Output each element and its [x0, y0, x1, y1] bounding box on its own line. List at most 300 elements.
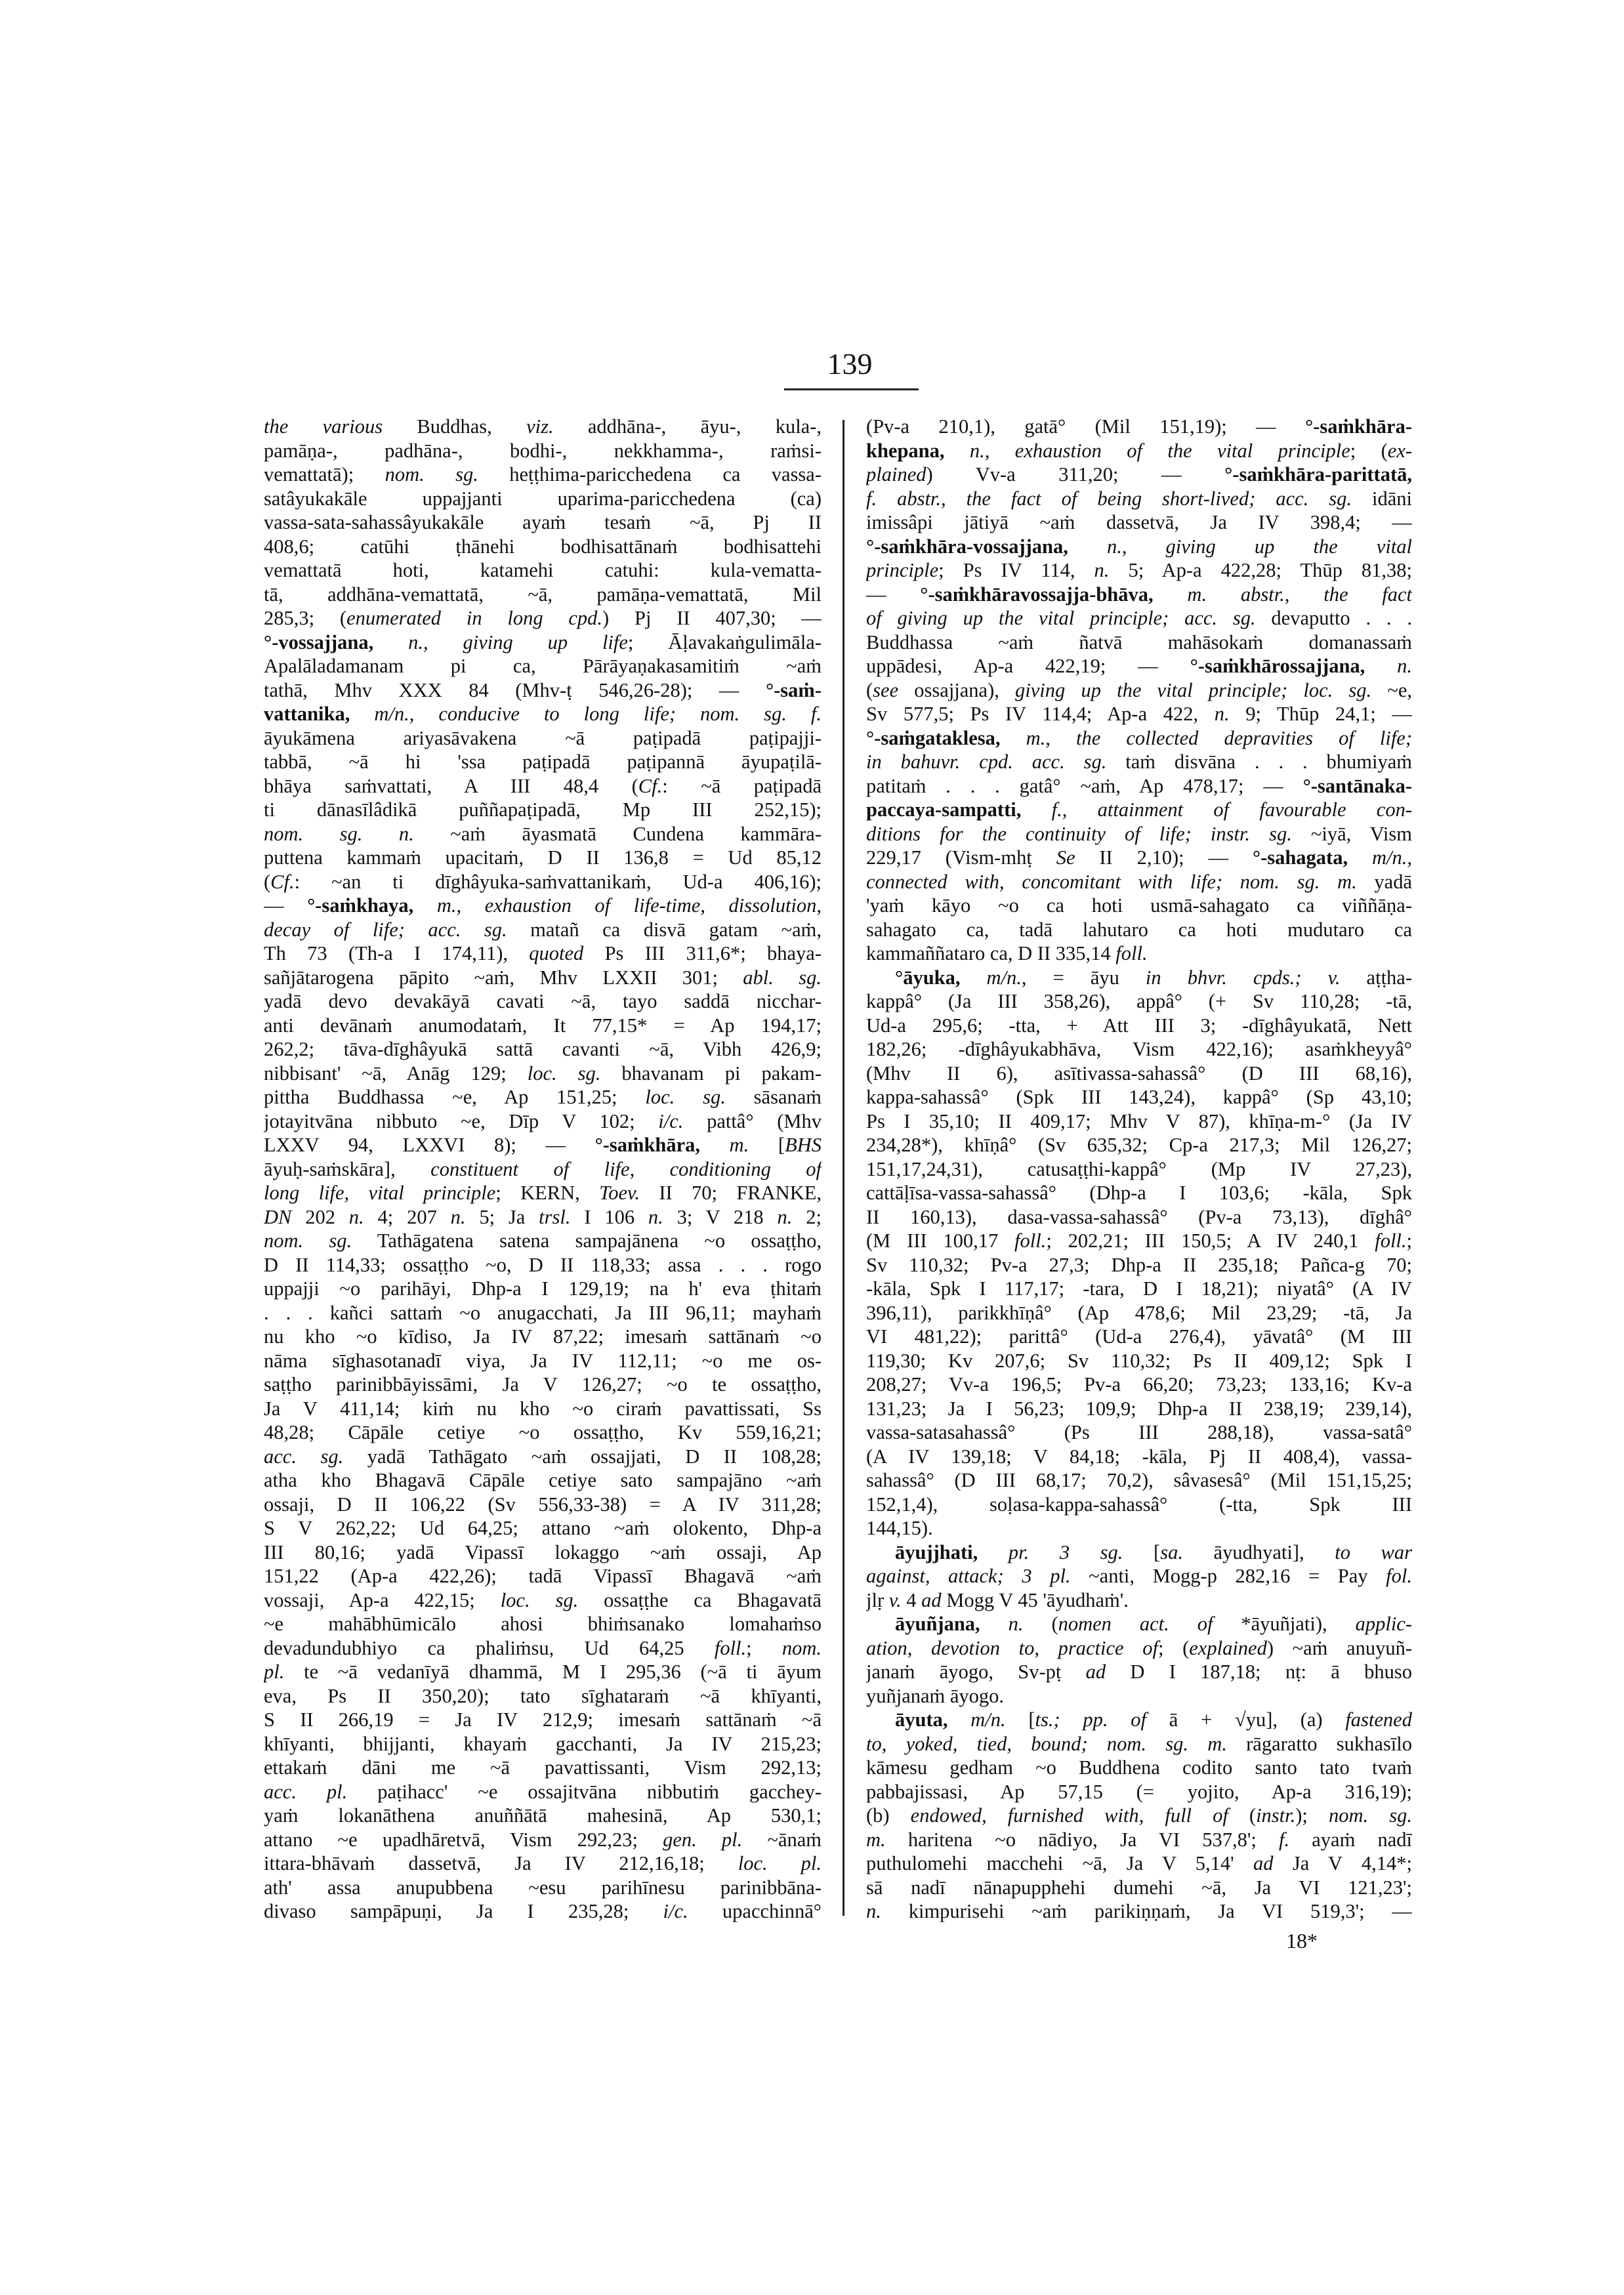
italic-gloss: v. — [888, 1588, 902, 1611]
text-line — [866, 558, 1412, 583]
text-run: pabbajissasi, Ap 57,15 (= yojito, Ap-a 316,19); — [866, 1780, 1412, 1803]
text-line — [264, 1037, 822, 1062]
text-line — [264, 1157, 822, 1182]
text-run: pamāṇa-, padhāna-, bodhi-, nekkhamma-, raṁsi- — [264, 439, 822, 462]
italic-gloss: nom. sg. — [1328, 1804, 1412, 1827]
text-line — [866, 1588, 1412, 1613]
text-run: ~ānaṁ — [742, 1828, 822, 1851]
text-run: III 80,16; yadā Vipassī lokaggo ~aṁ ossaji, Ap — [264, 1540, 822, 1563]
text-run: atha kho Bhagavā Cāpāle cetiye sato sampajāno ~aṁ — [264, 1469, 822, 1491]
italic-gloss: loc. sg. — [527, 1062, 601, 1085]
text-run: vassa-sata-sahassâyukakāle ayaṁ tesaṁ ~ā, Pj II — [264, 511, 822, 533]
italic-gloss: acc. sg. — [264, 1445, 344, 1468]
italic-gloss: n. — [866, 1900, 881, 1922]
text-line — [866, 1253, 1412, 1277]
italic-gloss: acc. pl. — [264, 1780, 348, 1803]
text-line — [866, 918, 1412, 942]
text-run: VI 481,22); parittâ° (Ud-a 276,4), yāvatâ° (M III — [866, 1325, 1412, 1348]
italic-gloss: foll. — [1375, 1230, 1407, 1252]
text-line — [866, 439, 1412, 463]
italic-gloss: constituent of life, conditioning of — [430, 1157, 822, 1180]
text-run: S V 262,22; Ud 64,25; attano ~aṁ olokento, Dhp-a — [264, 1517, 822, 1539]
text-run: Sv 110,32; Pv-a 27,3; Dhp-a II 235,18; Pañca-g 70; — [866, 1253, 1412, 1276]
italic-gloss: foll. — [1014, 1230, 1047, 1252]
italic-gloss: m/n. — [970, 1708, 1006, 1731]
text-run: ; ( — [1350, 439, 1388, 462]
italic-gloss: foll. — [1115, 942, 1148, 964]
text-line — [264, 941, 822, 966]
text-run: heṭṭhima-paricchedena ca vassa- — [478, 463, 822, 486]
italic-gloss: loc. sg. — [500, 1588, 579, 1611]
text-line — [264, 1851, 822, 1876]
italic-gloss: to, yoked, tied, bound; nom. sg. m. — [866, 1732, 1227, 1755]
text-run: 5; Ja — [465, 1205, 539, 1228]
text-run: eva, Ps II 350,20); tato sīghataraṁ ~ā khīyanti, — [264, 1684, 822, 1707]
text-run: ; — [746, 1636, 782, 1659]
text-run: sāsanaṁ — [725, 1086, 822, 1108]
text-line — [264, 654, 822, 678]
italic-gloss: n., giving up the vital — [1106, 535, 1412, 558]
text-line — [264, 1804, 822, 1828]
italic-gloss: m. — [866, 1828, 886, 1851]
text-line — [866, 822, 1412, 846]
italic-gloss: see — [873, 678, 899, 701]
page-number: 139 — [827, 347, 873, 381]
italic-gloss: loc. sg. — [645, 1086, 726, 1108]
text-line — [264, 1660, 822, 1684]
italic-gloss: Cf. — [638, 774, 663, 797]
text-run: imissâpi jātiyā ~aṁ dassetvā, Ja IV 398,4; — — [866, 511, 1412, 533]
text-run: matañ ca disvā gatam ~aṁ, — [507, 918, 822, 941]
text-line — [264, 918, 822, 942]
italic-gloss: f. — [1279, 1828, 1290, 1851]
text-run: tā, addhāna-vemattatā, ~ā, pamāṇa-vemattatā, Mil — [264, 583, 822, 606]
text-run: 5; Ap-a 422,28; Thūp 81,38; — [1109, 559, 1412, 581]
text-line — [866, 631, 1412, 655]
text-line — [866, 654, 1412, 678]
text-run: sahagato ca, tadā lahutaro ca hoti mudutaro ca — [866, 918, 1412, 941]
text-run: ossajjana), — [898, 678, 1016, 701]
text-run: paṭihacc' ~e ossajitvāna nibbutiṁ gacchey- — [347, 1780, 822, 1803]
text-run: ; ( — [1157, 1636, 1190, 1659]
text-line — [264, 774, 822, 798]
text-run: āyukāmena ariyasāvakena ~ā paṭipadā paṭipajji- — [264, 726, 822, 749]
italic-gloss: n. — [1008, 1613, 1024, 1635]
text-run: 262,2; tāva-dīghâyukā sattā cavanti ~ā, Vibh 426,9; — [264, 1038, 822, 1060]
text-line — [264, 463, 822, 487]
text-line — [866, 1373, 1412, 1397]
italic-gloss: Cf. — [270, 870, 295, 893]
entry-first-line — [866, 1540, 1412, 1565]
text-run: devaputto . . . — [1255, 607, 1412, 629]
text-run: I 106 — [570, 1205, 648, 1228]
text-line — [866, 1397, 1412, 1421]
text-run: 3; V 218 — [663, 1205, 778, 1228]
text-run: pittha Buddhassa ~e, Ap 151,25; — [264, 1086, 646, 1108]
italic-gloss: viz. — [526, 415, 554, 438]
text-run: 396,11), parikkhīṇâ° (Ap 478,6; Mil 23,29; -tā, Ja — [866, 1301, 1412, 1324]
text-run: ; 202,21; III 150,5; A IV 240,1 — [1046, 1230, 1375, 1252]
text-run: : ~ā paṭipadā — [662, 774, 822, 797]
text-line — [866, 1133, 1412, 1157]
text-run: D II 114,33; ossaṭṭho ~o, D II 118,33; assa . . . rogo — [264, 1253, 822, 1276]
text-run: saṭṭho parinibbāyissāmi, Ja V 126,27; ~o te ossaṭṭho, — [264, 1373, 822, 1396]
italic-gloss: i/c. — [663, 1900, 688, 1922]
text-line — [264, 1445, 822, 1469]
text-line — [866, 1325, 1412, 1349]
italic-gloss: n., giving up life — [408, 631, 628, 653]
entry-first-line — [866, 1708, 1412, 1732]
text-run: attano ~e upadhāretvā, Vism 292,23; — [264, 1828, 663, 1851]
italic-gloss: n. — [1094, 559, 1110, 581]
text-run: anti devānaṁ anumodataṁ, It 77,15* = Ap 194,17; — [264, 1014, 822, 1037]
text-run: yadā Tathāgato ~aṁ ossajjati, D II 108,28; — [343, 1445, 822, 1468]
headword: °-saṁkhāravossajja-bhāva, — [920, 583, 1154, 606]
text-run: bhāya saṁvattati, A III 48,4 ( — [264, 774, 638, 797]
text-run: aṭṭha- — [1340, 966, 1412, 989]
text-run: ti dānasīlâdikā puññapaṭipadā, Mp III 252,15); — [264, 798, 822, 821]
text-run — [945, 440, 970, 462]
text-line — [264, 798, 822, 822]
text-line — [264, 1301, 822, 1325]
text-run: bhavanam pi pakam- — [600, 1062, 822, 1085]
text-run: ) ~aṁ anuyuñ- — [1266, 1636, 1412, 1659]
text-run: (Pv-a 210,1), gatā° (Mil 151,19); — — [866, 415, 1305, 438]
text-line — [866, 415, 1412, 439]
text-run: Ps I 35,10; II 409,17; Mhv V 87), khīṇa-m-° (Ja IV — [866, 1109, 1412, 1132]
italic-gloss: ation, devotion to, practice of — [866, 1636, 1158, 1659]
text-line — [264, 1899, 822, 1924]
text-run: 229,17 (Vism-mhṭ — [866, 846, 1056, 869]
text-line — [264, 1516, 822, 1540]
text-run: ~e, — [1371, 678, 1412, 701]
text-run: ) Vv-a 311,20; — — [926, 463, 1225, 486]
text-line — [866, 1445, 1412, 1469]
text-run: ( — [866, 678, 873, 701]
text-run: -kāla, Spk I 117,17; -tara, D I 18,21); niyatâ° (A IV — [866, 1277, 1412, 1300]
text-line — [264, 535, 822, 559]
text-run: ); — [1295, 1804, 1329, 1827]
text-run: patitaṁ . . . gatâ° ~aṁ, Ap 478,17; — — [866, 774, 1303, 797]
headword: °-vossajjana, — [264, 631, 374, 653]
italic-gloss: fastened — [1345, 1708, 1412, 1731]
text-run: vossaji, Ap-a 422,15; — [264, 1588, 501, 1611]
text-line — [866, 678, 1412, 703]
text-line — [264, 439, 822, 463]
text-run: ath' assa anupubbena ~esu parihīnesu parinibbāna- — [264, 1876, 822, 1899]
text-line — [866, 870, 1412, 894]
text-run: 208,27; Vv-a 196,5; Pv-a 66,20; 73,23; 133,16; Kv-a — [866, 1373, 1412, 1396]
text-line — [866, 510, 1412, 535]
italic-gloss: Toev. — [599, 1182, 640, 1204]
text-run: addhāna-, āyu-, kula-, — [553, 415, 822, 438]
italic-gloss: instr. — [1256, 1804, 1296, 1827]
text-run: ~e mahābhūmicālo ahosi bhiṁsanako lomahaṁso — [264, 1613, 822, 1635]
headword: °-santānaka- — [1302, 774, 1412, 797]
text-line — [264, 1756, 822, 1780]
text-run: : ~an ti dīghâyuka-saṁvattanikaṁ, Ud-a 406,16); — [294, 870, 822, 893]
text-run: ) Pj II 407,30; — — [602, 607, 822, 629]
italic-gloss: f. abstr., the fact of being short-lived; acc. sg. — [866, 487, 1352, 510]
text-run: [ — [749, 1134, 785, 1156]
italic-gloss: ad — [1253, 1852, 1274, 1874]
text-line — [264, 631, 822, 655]
italic-gloss: m/n. — [986, 966, 1022, 989]
italic-gloss: principle — [866, 559, 939, 581]
text-run — [1001, 727, 1026, 749]
text-run: ~aṁ āyasmatā Cundena kammāra- — [413, 822, 822, 845]
text-run — [1021, 798, 1051, 821]
headword: āyuta, — [895, 1708, 948, 1731]
text-run: āyudhyati], — [1182, 1540, 1335, 1563]
header-rule — [784, 388, 919, 390]
text-run: Ud-a 295,6; -tta, + Att III 3; -dīghâyukatā, Nett — [866, 1014, 1412, 1037]
text-line — [264, 1109, 822, 1134]
italic-gloss: nomen act. of — [1058, 1613, 1213, 1635]
text-line — [264, 1708, 822, 1732]
text-run: ettakaṁ dāni me ~ā pavattissanti, Vism 292,13; — [264, 1756, 822, 1779]
text-run: II 70; FRANKE, — [639, 1182, 822, 1204]
text-run: tathā, Mhv XXX 84 (Mhv-ṭ 546,26-28); — — [264, 678, 766, 701]
text-line — [866, 702, 1412, 726]
text-line — [866, 1684, 1412, 1708]
italic-gloss: m. abstr., the fact — [1187, 583, 1412, 606]
text-run: te ~ā vedanīyā dhammā, M I 295,36 (~ā ti āyum — [284, 1661, 822, 1683]
italic-gloss: nom. — [781, 1636, 822, 1659]
text-run: 'yaṁ kāyo ~o ca hoti usmā-sahagato ca viññāṇa- — [866, 894, 1412, 917]
italic-gloss: foll. — [714, 1636, 747, 1659]
text-line — [264, 1564, 822, 1588]
text-run: LXXV 94, LXXVI 8); — — [264, 1134, 595, 1156]
italic-gloss: long life, vital principle — [264, 1182, 496, 1204]
text-run: kappâ° (Ja III 358,26), appâ° (+ Sv 110,28; -tā, — [866, 990, 1412, 1012]
text-run: sā nadī nānapupphehi dumehi ~ā, Ja VI 121,23'; — [866, 1876, 1412, 1899]
text-line — [866, 941, 1412, 966]
text-run: uppajji ~o parihāyi, Dhp-a I 129,19; na h' eva ṭhitaṁ — [264, 1277, 822, 1300]
text-run — [961, 966, 987, 989]
headword: °āyuka, — [895, 966, 961, 989]
italic-gloss: DN — [264, 1205, 292, 1228]
italic-gloss: m/n., — [1372, 846, 1412, 869]
headword: °-saṁ- — [765, 678, 822, 701]
text-line — [866, 1085, 1412, 1109]
text-run: vemattatā); — [264, 463, 385, 486]
entry-first-line — [866, 1612, 1412, 1636]
text-run — [350, 703, 374, 725]
italic-gloss: ts.; pp. of — [1035, 1708, 1146, 1731]
text-run: vemattatā hoti, katamehi catuhi: kula-vematta- — [264, 559, 822, 581]
column-divider — [843, 420, 844, 1916]
text-line — [866, 1851, 1412, 1876]
text-line — [264, 1468, 822, 1493]
text-run: (Mhv II 6), asītivassa-sahassâ° (D III 68,16), — [866, 1062, 1412, 1085]
text-line — [264, 510, 822, 535]
italic-gloss: n. — [777, 1205, 793, 1228]
text-line — [866, 1899, 1412, 1924]
text-run — [1068, 535, 1107, 558]
text-line — [866, 1062, 1412, 1086]
italic-gloss: Se — [1056, 846, 1075, 869]
text-line — [264, 415, 822, 439]
italic-gloss: abl. sg. — [743, 966, 822, 989]
text-run: II 2,10); — — [1075, 846, 1253, 869]
text-line — [264, 1349, 822, 1373]
text-run: Ja V 4,14*; — [1273, 1852, 1412, 1874]
text-run: Apalāladamanam pi ca, Pārāyaṇakasamitiṁ ~aṁ — [264, 655, 822, 677]
text-run: jlṛ — [866, 1588, 889, 1611]
text-run — [948, 1708, 971, 1731]
text-line — [264, 1828, 822, 1852]
text-line — [866, 750, 1412, 774]
text-run: sahassâ° (D III 68,17; 70,2), sâvasesâ° (Mil 151,15,25; — [866, 1469, 1412, 1491]
italic-gloss: to war — [1335, 1540, 1412, 1563]
text-run — [978, 1541, 1009, 1563]
text-line — [264, 1780, 822, 1804]
text-run: vassa-satasahassâ° (Ps III 288,18), vassa-satâ° — [866, 1421, 1412, 1443]
text-run: haritena ~o nādiyo, Ja VI 537,8'; — [885, 1828, 1279, 1851]
italic-gloss: ad — [1085, 1661, 1106, 1683]
text-run: ; — [1406, 1230, 1412, 1252]
italic-gloss: trsl. — [539, 1205, 571, 1228]
italic-gloss: m. — [729, 1134, 749, 1156]
text-run: satâyukakāle uppajjanti uparima-paricchedena (ca) — [264, 487, 822, 510]
text-run — [980, 1613, 1009, 1635]
text-run: 144,15). — [866, 1517, 933, 1539]
text-line — [264, 822, 822, 846]
text-run: — — [264, 894, 308, 917]
text-run: . . . kañci sattaṁ ~o anugacchati, Ja III 96,11; mayhaṁ — [264, 1301, 822, 1324]
text-line — [264, 1229, 822, 1253]
text-line — [866, 894, 1412, 918]
text-line — [866, 1636, 1412, 1661]
text-line — [866, 1564, 1412, 1588]
text-line — [264, 1493, 822, 1517]
text-line — [264, 702, 822, 726]
text-run: (b) — [866, 1804, 911, 1827]
text-run: devadundubhiyo ca phaliṁsu, Ud 64,25 — [264, 1636, 715, 1659]
text-run: ossaji, D II 106,22 (Sv 556,33-38) = A IV 311,28; — [264, 1493, 822, 1516]
headword: °-saṁkhāra-parittatā, — [1224, 463, 1412, 486]
text-run: idāni — [1352, 487, 1412, 510]
text-run: puthulomehi macchehi ~ā, Ja V 5,14' — [866, 1852, 1253, 1874]
text-line — [866, 1493, 1412, 1517]
text-run: 182,26; -dīghâyukabhāva, Vism 422,16); asaṁkheyyâ° — [866, 1038, 1412, 1060]
text-run: 151,17,24,31), catusaṭṭhi-kappâ° (Mp IV 27,23), — [866, 1157, 1412, 1180]
italic-gloss: ex- — [1387, 439, 1412, 462]
text-line — [866, 1157, 1412, 1182]
italic-gloss: f., attainment of favourable con- — [1051, 798, 1412, 821]
text-run: ayaṁ nadī — [1289, 1828, 1412, 1851]
italic-gloss: i/c. — [658, 1109, 684, 1132]
text-line — [264, 1085, 822, 1109]
italic-gloss: against, attack; 3 pl. — [866, 1565, 1071, 1587]
text-line — [264, 1540, 822, 1565]
entry-first-line — [866, 966, 1412, 990]
text-run: (A IV 139,18; V 84,18; -kāla, Pj II 408,4), vassa- — [866, 1445, 1412, 1468]
text-line — [866, 1516, 1412, 1540]
text-line — [264, 894, 822, 918]
text-run: taṁ disvāna . . . bhumiyaṁ — [1106, 751, 1412, 773]
text-line — [264, 1133, 822, 1157]
text-run: 285,3; ( — [264, 607, 347, 629]
text-run: ~iyā, Vism — [1291, 822, 1412, 845]
italic-gloss: applic- — [1355, 1613, 1412, 1635]
italic-gloss: connected with, concomitant with life; nom. sg. m. — [866, 870, 1357, 893]
text-run: 202 — [291, 1205, 349, 1228]
text-run: jotayitvāna nibbuto ~e, Dīp V 102; — [264, 1109, 659, 1132]
italic-gloss: n. — [348, 1205, 364, 1228]
headword: āyuñjana, — [895, 1613, 980, 1635]
text-run: rāgaratto sukhasīlo — [1226, 1732, 1412, 1755]
text-run: ( — [264, 870, 271, 893]
text-line — [264, 870, 822, 894]
text-line — [866, 726, 1412, 751]
text-run: ; Āḷavakaṅgulimāla- — [627, 631, 822, 653]
headword: °-sahagata, — [1252, 846, 1348, 869]
text-line — [866, 1828, 1412, 1852]
text-line — [866, 1780, 1412, 1804]
text-run: 408,6; catūhi ṭhānehi bodhisattānaṁ bodhisattehi — [264, 535, 822, 558]
text-line — [264, 1397, 822, 1421]
text-run: 9; Thūp 24,1; — — [1229, 703, 1412, 725]
text-line — [264, 1253, 822, 1277]
italic-gloss: n. — [1397, 655, 1412, 677]
text-run: puttena kammaṁ upacitaṁ, D II 136,8 = Ud 85,12 — [264, 846, 822, 869]
text-line — [866, 606, 1412, 631]
text-line — [866, 846, 1412, 870]
headword: °-saṁkhaya, — [307, 894, 414, 917]
headword: °-saṁkhāra-vossajjana, — [866, 535, 1068, 558]
text-line — [264, 1684, 822, 1708]
italic-gloss: m., exhaustion of life-time, dissolution, — [436, 894, 822, 917]
text-run: sañjātarogena pāpito ~aṁ, Mhv LXXII 301; — [264, 966, 743, 989]
text-run: Buddhassa ~aṁ ñatvā mahāsokaṁ domanassaṁ — [866, 631, 1412, 653]
italic-gloss: ditions for the continuity of life; instr. sg. — [866, 822, 1292, 845]
text-run: *āyuñjati), — [1213, 1613, 1356, 1635]
italic-gloss: giving up the vital principle; loc. sg. — [1015, 678, 1372, 701]
headword: āyujjhati, — [895, 1540, 978, 1563]
text-line — [866, 774, 1412, 798]
headword: °-saṁkhārossajjana, — [1190, 655, 1365, 677]
text-line — [866, 1420, 1412, 1445]
italic-gloss: n. — [450, 1205, 466, 1228]
text-line — [264, 1612, 822, 1636]
text-run: kimpurisehi ~aṁ parikiṇṇaṁ, Ja VI 519,3'; — — [881, 1900, 1412, 1922]
text-line — [866, 1756, 1412, 1780]
text-line — [264, 606, 822, 631]
text-line — [866, 583, 1412, 607]
left-column — [264, 415, 822, 1924]
text-line — [866, 1660, 1412, 1684]
headword: paccaya-sampatti, — [866, 798, 1022, 821]
text-line — [264, 1420, 822, 1445]
text-run: — — [866, 583, 921, 606]
italic-gloss: enumerated in long cpd. — [346, 607, 603, 629]
text-line — [866, 1804, 1412, 1828]
text-run: janaṁ āyogo, Sv-pṭ — [866, 1661, 1086, 1683]
text-run: Sv 577,5; Ps IV 114,4; Ap-a 422, — [866, 703, 1215, 725]
italic-gloss: BHS — [785, 1134, 822, 1156]
italic-gloss: in bhvr. cpds.; v. — [1145, 966, 1341, 989]
text-run — [700, 1134, 730, 1156]
italic-gloss: pl. — [264, 1661, 285, 1683]
italic-gloss: endowed, furnished with, full of — [910, 1804, 1228, 1827]
text-run — [373, 631, 408, 653]
text-run: nibbisant' ~ā, Anāg 129; — [264, 1062, 528, 1085]
text-run: Mogg V 45 'āyudhaṁ'. — [941, 1588, 1129, 1611]
text-line — [264, 1588, 822, 1613]
headword: °-saṁgataklesa, — [866, 726, 1001, 749]
